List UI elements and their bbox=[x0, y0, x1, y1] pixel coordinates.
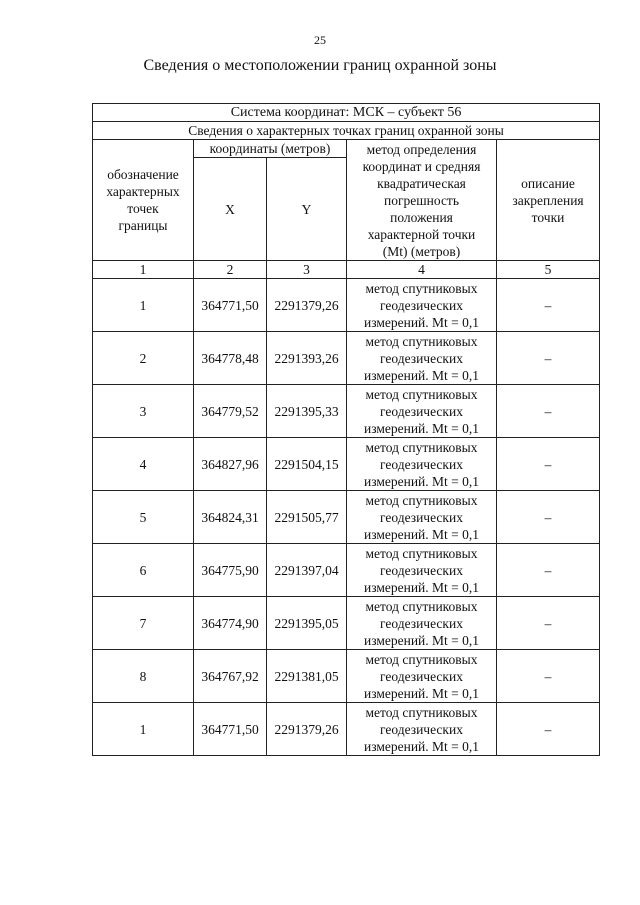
header-designation bbox=[93, 140, 194, 261]
table-row bbox=[93, 703, 600, 756]
method-cell bbox=[347, 385, 497, 438]
description-cell: – bbox=[497, 279, 600, 332]
x-coordinate-cell: 364824,31 bbox=[194, 491, 267, 544]
header-method-line: погрешность bbox=[383, 192, 459, 208]
header-description-line: точки bbox=[531, 209, 565, 225]
x-coordinate-cell: 364775,90 bbox=[194, 544, 267, 597]
column-number: 1 bbox=[93, 261, 194, 279]
description-cell: – bbox=[497, 438, 600, 491]
method-line: метод спутниковых bbox=[365, 333, 478, 349]
column-number: 2 bbox=[194, 261, 267, 279]
point-number-cell: 1 bbox=[93, 703, 194, 756]
method-line: метод спутниковых bbox=[365, 651, 478, 667]
table-row bbox=[93, 491, 600, 544]
x-coordinate-cell: 364774,90 bbox=[194, 597, 267, 650]
point-number-cell: 6 bbox=[93, 544, 194, 597]
method-line: геодезических bbox=[380, 456, 463, 472]
description-cell: – bbox=[497, 491, 600, 544]
header-method-line: характерной точки bbox=[367, 226, 476, 242]
method-line: геодезических bbox=[380, 350, 463, 366]
description-cell: – bbox=[497, 703, 600, 756]
column-number: 5 bbox=[497, 261, 600, 279]
header-description bbox=[497, 140, 600, 261]
description-cell: – bbox=[497, 332, 600, 385]
method-line: геодезических bbox=[380, 562, 463, 578]
table-row bbox=[93, 597, 600, 650]
table-row bbox=[93, 385, 600, 438]
method-cell bbox=[347, 650, 497, 703]
page-number: 25 bbox=[314, 33, 326, 47]
header-designation-line: границы bbox=[118, 218, 168, 233]
y-coordinate-cell: 2291395,05 bbox=[267, 597, 347, 650]
point-number-cell: 7 bbox=[93, 597, 194, 650]
header-y: Y bbox=[267, 158, 347, 261]
point-number-cell: 3 bbox=[93, 385, 194, 438]
header-method bbox=[347, 140, 497, 261]
method-cell bbox=[347, 332, 497, 385]
y-coordinate-cell: 2291379,26 bbox=[267, 703, 347, 756]
description-cell: – bbox=[497, 544, 600, 597]
header-method-line: координат и средняя bbox=[362, 158, 481, 174]
points-info-row bbox=[93, 122, 600, 140]
method-line: метод спутниковых bbox=[365, 598, 478, 614]
header-designation-line: точек bbox=[127, 201, 159, 216]
header-description-line: описание bbox=[521, 175, 575, 191]
header-method-line: квадратическая bbox=[377, 175, 466, 191]
y-coordinate-cell: 2291504,15 bbox=[267, 438, 347, 491]
method-line: измерений. Mt = 0,1 bbox=[363, 367, 480, 383]
point-number-cell: 8 bbox=[93, 650, 194, 703]
page-title: Сведения о местоположении границ охранной зоны bbox=[143, 57, 497, 74]
method-line: метод спутниковых bbox=[365, 386, 478, 402]
y-coordinate-cell: 2291395,33 bbox=[267, 385, 347, 438]
point-number-cell: 2 bbox=[93, 332, 194, 385]
boundary-points-table bbox=[92, 103, 600, 756]
method-line: метод спутниковых bbox=[365, 492, 478, 508]
method-cell bbox=[347, 544, 497, 597]
method-line: измерений. Mt = 0,1 bbox=[363, 632, 480, 648]
header-designation-line: обозначение bbox=[107, 167, 179, 182]
header-coordinates: координаты (метров) bbox=[194, 140, 347, 158]
method-line: измерений. Mt = 0,1 bbox=[363, 579, 480, 595]
header-method-line: положения bbox=[390, 209, 453, 225]
y-coordinate-cell: 2291397,04 bbox=[267, 544, 347, 597]
point-number-cell: 4 bbox=[93, 438, 194, 491]
x-coordinate-cell: 364827,96 bbox=[194, 438, 267, 491]
y-coordinate-cell: 2291505,77 bbox=[267, 491, 347, 544]
method-cell bbox=[347, 491, 497, 544]
table-row bbox=[93, 544, 600, 597]
header-x: X bbox=[194, 158, 267, 261]
point-number-cell: 5 bbox=[93, 491, 194, 544]
method-cell bbox=[347, 438, 497, 491]
column-number: 4 bbox=[347, 261, 497, 279]
table-row bbox=[93, 438, 600, 491]
points-info-cell: Сведения о характерных точках границ охранной зоны bbox=[93, 122, 600, 140]
method-line: геодезических bbox=[380, 297, 463, 313]
method-line: измерений. Mt = 0,1 bbox=[363, 473, 480, 489]
method-line: измерений. Mt = 0,1 bbox=[363, 685, 480, 701]
method-line: метод спутниковых bbox=[365, 439, 478, 455]
coordinate-system-cell: Система координат: МСК – субъект 56 bbox=[93, 104, 600, 122]
header-designation-line: характерных bbox=[106, 184, 180, 199]
y-coordinate-cell: 2291381,05 bbox=[267, 650, 347, 703]
column-number: 3 bbox=[267, 261, 347, 279]
header-method-line: (Mt) (метров) bbox=[382, 243, 461, 259]
table-row bbox=[93, 332, 600, 385]
header-method-line: метод определения bbox=[366, 141, 477, 157]
header-description-line: закрепления bbox=[512, 192, 584, 208]
method-line: измерений. Mt = 0,1 bbox=[363, 526, 480, 542]
method-cell bbox=[347, 279, 497, 332]
method-line: метод спутниковых bbox=[365, 704, 478, 720]
table-row bbox=[93, 279, 600, 332]
description-cell: – bbox=[497, 385, 600, 438]
method-line: измерений. Mt = 0,1 bbox=[363, 738, 480, 754]
method-cell bbox=[347, 703, 497, 756]
description-cell: – bbox=[497, 597, 600, 650]
method-line: измерений. Mt = 0,1 bbox=[363, 420, 480, 436]
point-number-cell: 1 bbox=[93, 279, 194, 332]
method-line: геодезических bbox=[380, 615, 463, 631]
y-coordinate-cell: 2291379,26 bbox=[267, 279, 347, 332]
method-line: измерений. Mt = 0,1 bbox=[363, 314, 480, 330]
method-line: метод спутниковых bbox=[365, 280, 478, 296]
column-numbers-row bbox=[93, 261, 600, 279]
x-coordinate-cell: 364771,50 bbox=[194, 703, 267, 756]
coordinate-system-row bbox=[93, 104, 600, 122]
x-coordinate-cell: 364779,52 bbox=[194, 385, 267, 438]
method-line: геодезических bbox=[380, 721, 463, 737]
method-line: геодезических bbox=[380, 509, 463, 525]
method-cell bbox=[347, 597, 497, 650]
x-coordinate-cell: 364767,92 bbox=[194, 650, 267, 703]
y-coordinate-cell: 2291393,26 bbox=[267, 332, 347, 385]
method-line: геодезических bbox=[380, 403, 463, 419]
method-line: метод спутниковых bbox=[365, 545, 478, 561]
method-line: геодезических bbox=[380, 668, 463, 684]
table-row bbox=[93, 650, 600, 703]
description-cell: – bbox=[497, 650, 600, 703]
header-row bbox=[93, 140, 600, 158]
x-coordinate-cell: 364771,50 bbox=[194, 279, 267, 332]
x-coordinate-cell: 364778,48 bbox=[194, 332, 267, 385]
